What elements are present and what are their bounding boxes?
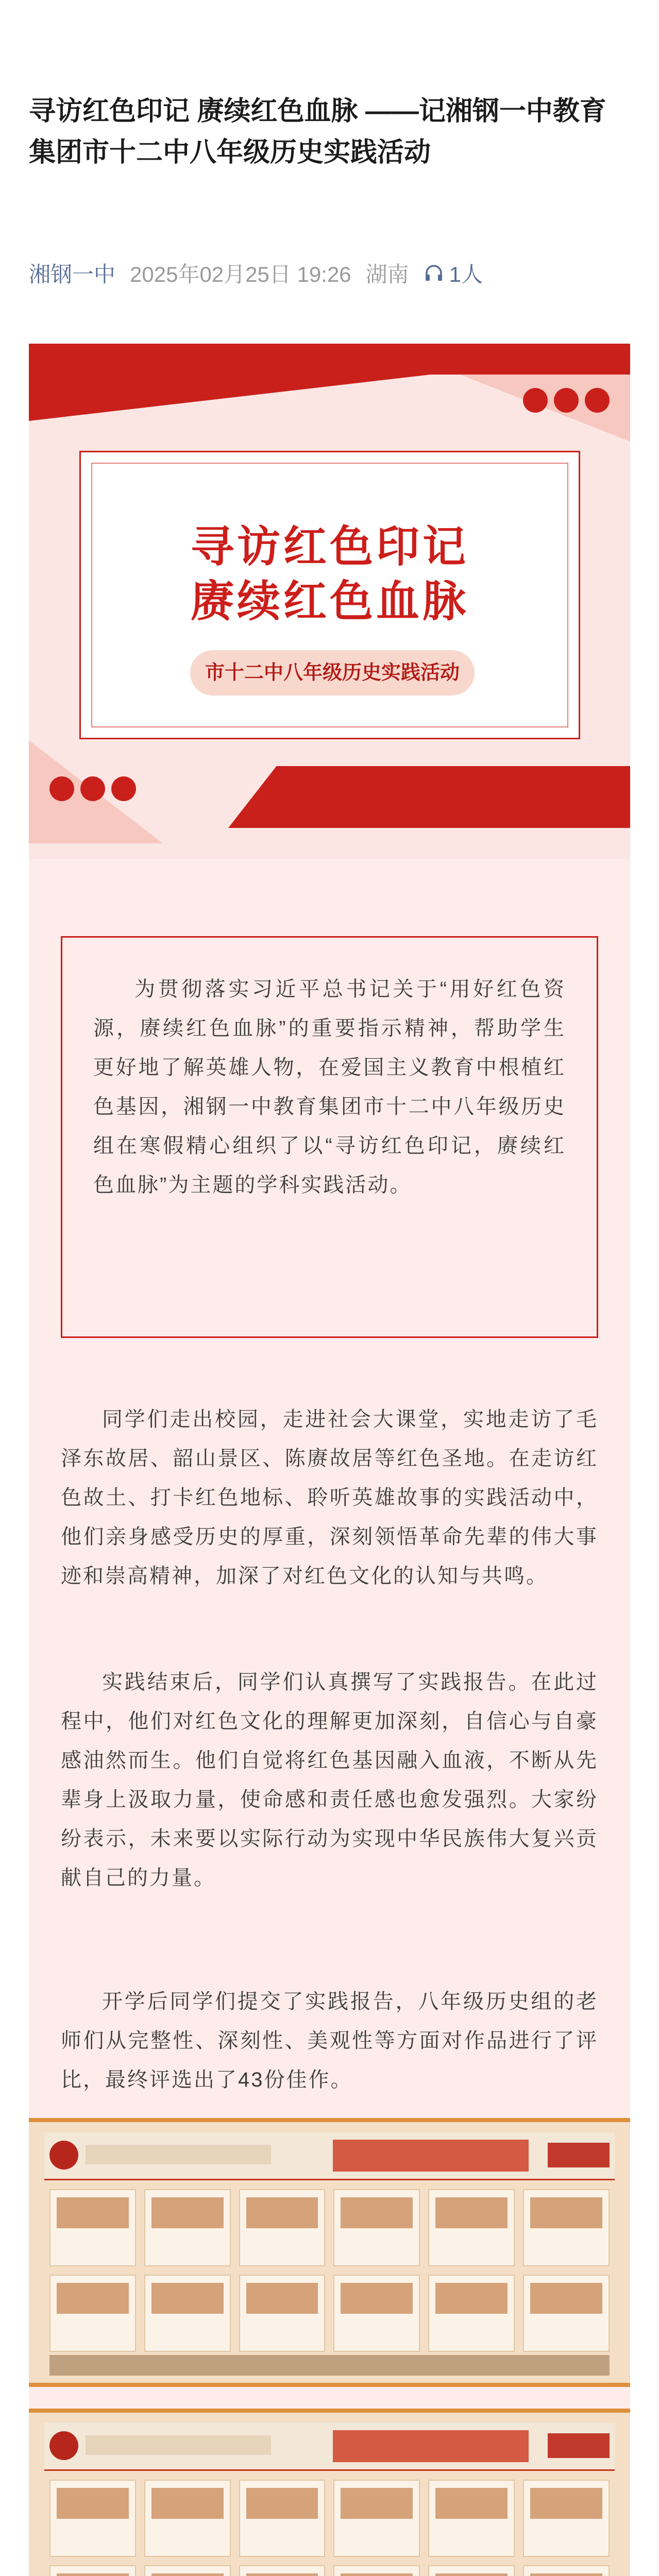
banner-red-wedge <box>29 375 431 421</box>
exhibit-board-tag <box>548 2433 610 2458</box>
decor-dot <box>111 776 136 801</box>
decor-dot <box>585 388 610 413</box>
report-sheet <box>333 2275 420 2352</box>
report-sheet <box>49 2480 136 2557</box>
decor-dot <box>523 388 548 413</box>
banner-dots-bottom <box>49 776 136 801</box>
banner-title-frame <box>91 463 568 727</box>
report-sheet <box>144 2189 231 2266</box>
report-sheet <box>428 2565 515 2576</box>
report-sheet <box>144 2565 231 2576</box>
article-title: 寻访红色印记 赓续红色血脉 ——记湘钢一中教育集团市十二中八年级历史实践活动 <box>29 96 606 167</box>
decor-dot <box>80 776 105 801</box>
report-sheet <box>428 2275 515 2352</box>
headphone-icon <box>424 263 444 283</box>
report-sheet <box>428 2480 515 2557</box>
report-grid <box>49 2480 610 2576</box>
report-sheet <box>523 2565 610 2576</box>
report-sheet <box>523 2480 610 2557</box>
school-logo <box>49 2431 78 2460</box>
body-paragraph-1 <box>61 1400 598 1596</box>
banner-title-card <box>79 451 580 739</box>
exhibit-base <box>49 2355 610 2376</box>
school-logo <box>49 2141 78 2170</box>
report-sheet <box>239 2565 326 2576</box>
banner-subtitle: 市十二中八年级历史实践活动 <box>190 650 475 696</box>
body-paragraph-3 <box>61 1982 598 2099</box>
body-paragraph-2 <box>61 1663 598 1897</box>
report-grid <box>49 2189 610 2352</box>
account-name-link[interactable]: 湘钢一中 <box>29 262 116 286</box>
exhibition-photo-1[interactable] <box>29 2118 630 2387</box>
exhibition-photo-2[interactable] <box>29 2409 630 2576</box>
report-sheet <box>523 2275 610 2352</box>
intro-box <box>61 936 598 1338</box>
report-sheet <box>239 2275 326 2352</box>
publish-location: 湖南 <box>365 262 409 286</box>
report-sheet <box>49 2275 136 2352</box>
decor-dot <box>49 776 74 801</box>
banner-title-line2: 赓续红色血脉 <box>190 575 469 626</box>
article-content <box>29 344 630 2576</box>
paragraph-text: 开学后同学们提交了实践报告，八年级历史组的老师们从完整性、深刻性、美观性等方面对作品进行了评比，最终评选出了43份佳作。 <box>61 1990 598 2091</box>
report-sheet <box>49 2565 136 2576</box>
report-sheet <box>239 2480 326 2557</box>
exhibit-board-title <box>86 2145 271 2164</box>
report-sheet <box>144 2275 231 2352</box>
paragraph-text: 实践结束后，同学们认真撰写了实践报告。在此过程中，他们对红色文化的理解更加深刻，自信心与自豪感油然而生。他们自觉将红色基因融入血液，不断从先辈身上汲取力量，使命感和责任感也愈发强烈。大家纷纷表示，未来要以实际行动为实现中华民族伟大复兴贡献自己的力量。 <box>61 1671 598 1889</box>
listen-count: 1人 <box>449 262 483 286</box>
report-sheet <box>333 2480 420 2557</box>
exhibit-board-banner <box>333 2140 529 2172</box>
report-sheet <box>333 2189 420 2266</box>
listen-button[interactable] <box>424 258 483 289</box>
exhibit-board-tag <box>548 2143 610 2167</box>
article-meta <box>29 260 483 286</box>
paragraph-text: 同学们走出校园，走进社会大课堂，实地走访了毛泽东故居、韶山景区、陈赓故居等红色圣地。在走访红色故土、打卡红色地标、聆听英雄故事的实践活动中，他们亲身感受历史的厚重，深刻领悟革命先辈的伟大事迹和崇高精神，加深了对红色文化的认知与共鸣。 <box>61 1408 598 1587</box>
exhibit-board-header <box>44 2423 615 2471</box>
banner-top-stripe <box>29 344 630 375</box>
decor-dot <box>554 388 579 413</box>
intro-paragraph: 为贯彻落实习近平总书记关于“用好红色资源，赓续红色血脉”的重要指示精神，帮助学生更好地了解英雄人物，在爱国主义教育中根植红色基因，湘钢一中教育集团市十二中八年级历史组在寒假精心组织了以“寻访红色印记，赓续红色血脉”为主题的学科实践活动。 <box>93 978 566 1196</box>
banner-title-line1: 寻访红色印记 <box>190 521 469 572</box>
banner-red-wedge-bottom <box>228 766 630 828</box>
exhibit-board-header <box>44 2132 615 2180</box>
title-banner <box>29 344 630 859</box>
banner-dots-top <box>523 388 610 413</box>
exhibit-board-banner <box>333 2430 529 2462</box>
report-sheet <box>239 2189 326 2266</box>
exhibit-board-title <box>86 2435 271 2455</box>
publish-datetime: 2025年02月25日 19:26 <box>130 262 351 286</box>
report-sheet <box>49 2189 136 2266</box>
report-sheet <box>523 2189 610 2266</box>
report-sheet <box>333 2565 420 2576</box>
report-sheet <box>428 2189 515 2266</box>
report-sheet <box>144 2480 231 2557</box>
